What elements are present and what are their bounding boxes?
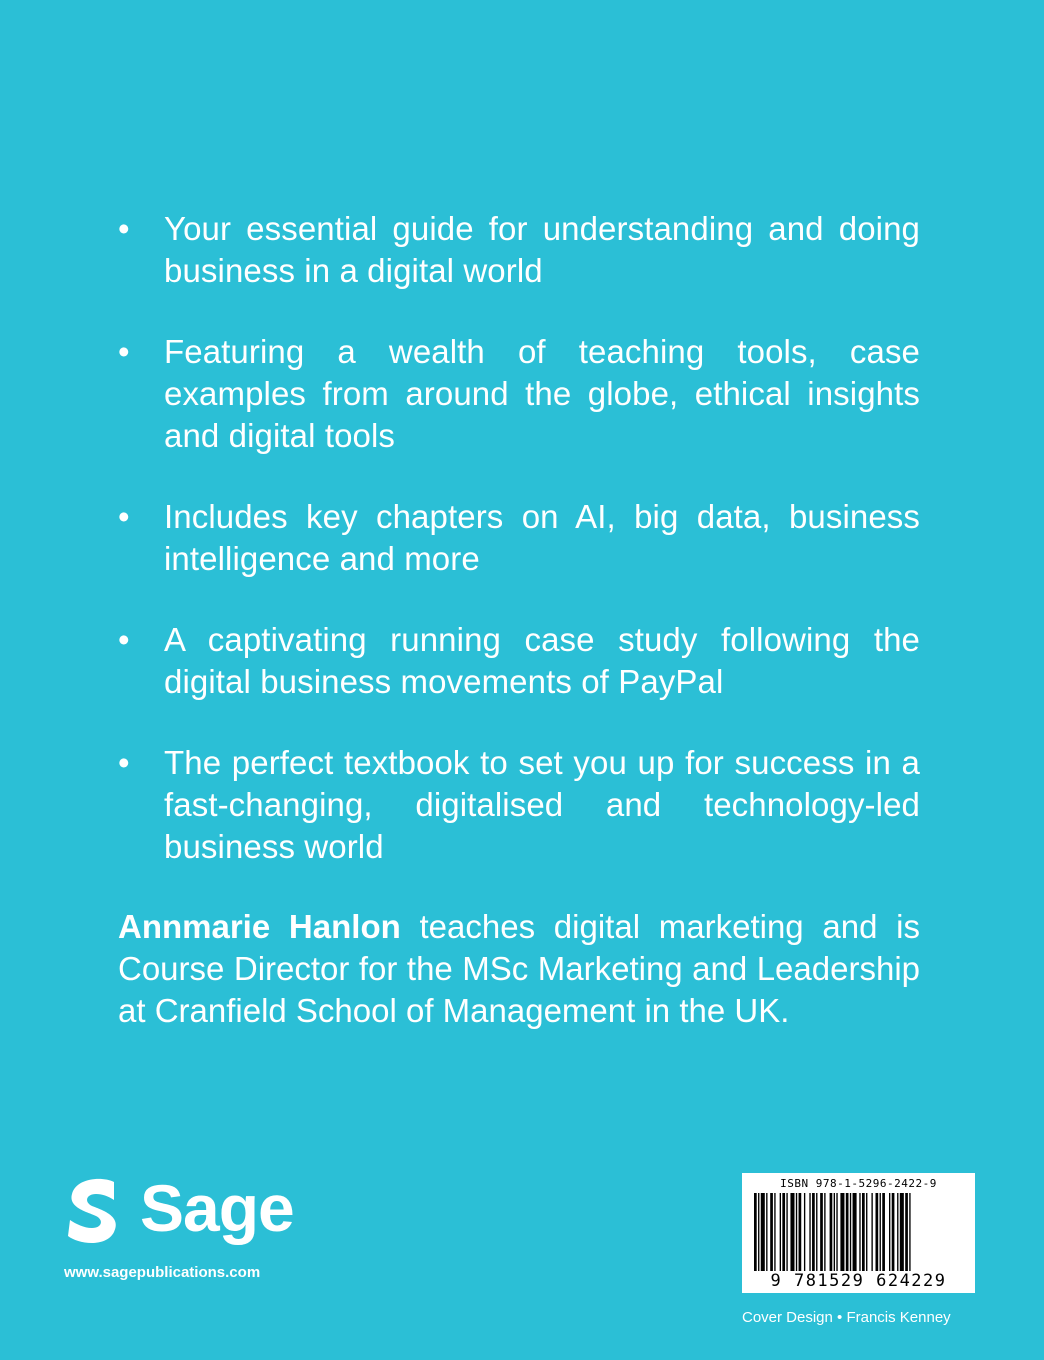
feature-item (118, 208, 920, 292)
isbn-label: ISBN 978-1-5296-2422-9 (780, 1177, 937, 1190)
feature-item (118, 331, 920, 457)
feature-item (118, 742, 920, 868)
barcode-bar (774, 1193, 775, 1271)
barcode-bar (889, 1193, 890, 1271)
feature-text: Your essential guide for understanding and doing business in a digital world (164, 210, 920, 289)
barcode-bar (892, 1193, 895, 1271)
barcode-bar (830, 1193, 833, 1271)
barcode-bar (862, 1193, 865, 1271)
barcode-bar (850, 1193, 851, 1271)
feature-text: Includes key chapters on AI, big data, business intelligence and more (164, 498, 920, 577)
publisher-logo (62, 1171, 302, 1254)
barcode-bar (766, 1193, 767, 1271)
barcode-bar (820, 1193, 823, 1271)
author-bio (118, 906, 920, 1032)
barcode-bar (790, 1193, 794, 1271)
barcode-bar (846, 1193, 849, 1271)
feature-text: A captivating running case study following the digital business movements of PayPal (164, 621, 920, 700)
bullet-icon: • (118, 744, 130, 781)
barcode-bar (859, 1193, 860, 1271)
barcode-bar (754, 1193, 757, 1271)
barcode-bar (834, 1193, 835, 1271)
bullet-icon: • (118, 210, 130, 247)
barcode-bar (786, 1193, 787, 1271)
barcode-bar (758, 1193, 759, 1271)
barcode-bar (836, 1193, 837, 1271)
bullet-icon: • (118, 621, 130, 658)
feature-item (118, 496, 920, 580)
barcode-bar (782, 1193, 785, 1271)
barcode-bar (853, 1193, 857, 1271)
barcode-bar (804, 1193, 805, 1271)
barcode-bar (824, 1193, 825, 1271)
bullet-icon: • (118, 498, 130, 535)
barcode-bar (761, 1193, 765, 1271)
sage-logo-icon (62, 1176, 122, 1248)
barcode-bars (754, 1193, 963, 1271)
barcode-bar (809, 1193, 810, 1271)
feature-text: The perfect textbook to set you up for success in a fast-changing, digitalised and technology-led business world (164, 744, 920, 865)
feature-item (118, 619, 920, 703)
barcode-digits: 9 781529 624229 (770, 1271, 947, 1291)
barcode-bar (871, 1193, 872, 1271)
barcode-bar (816, 1193, 817, 1271)
logo-wordmark: Sage (140, 1171, 294, 1245)
author-description: teaches digital marketing and is Course Director for the MSc Marketing and Leadership at Cranfield School of Management in the UK. (118, 908, 920, 1029)
barcode-bar (840, 1193, 844, 1271)
cover-credit: Cover Design • Francis Kenney (742, 1309, 951, 1326)
feature-text: Featuring a wealth of teaching tools, case examples from around the globe, ethical insights and digital tools (164, 333, 920, 454)
author-name: Annmarie Hanlon (118, 908, 401, 945)
barcode-bar (882, 1193, 885, 1271)
barcode-bar (905, 1193, 908, 1271)
barcode-bar (866, 1193, 867, 1271)
barcode-bar (770, 1193, 773, 1271)
isbn-barcode (742, 1173, 975, 1293)
barcode-bar (812, 1193, 815, 1271)
barcode-bar (799, 1193, 802, 1271)
barcode-bar (909, 1193, 910, 1271)
feature-list (118, 208, 920, 907)
publisher-website[interactable]: www.sagepublications.com (64, 1264, 261, 1281)
barcode-bar (876, 1193, 879, 1271)
barcode-bar (897, 1193, 898, 1271)
barcode-bar (900, 1193, 904, 1271)
barcode-bar (880, 1193, 881, 1271)
bullet-icon: • (118, 333, 130, 370)
barcode-bar (780, 1193, 781, 1271)
barcode-bar (796, 1193, 797, 1271)
